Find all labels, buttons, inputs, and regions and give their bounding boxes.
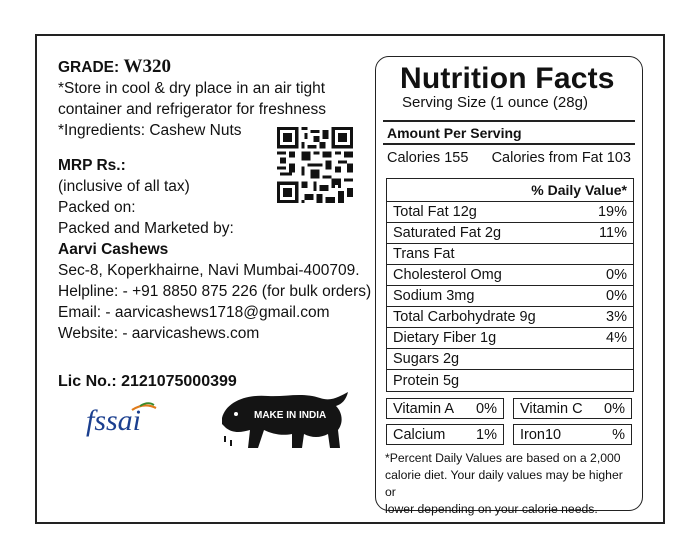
nutrient-dv: 11% (599, 225, 627, 241)
license-number: Lic No.: 2121075000399 (58, 373, 237, 390)
storage-line-1: *Store in cool & dry place in an air tight (58, 80, 326, 97)
nutrient-name: Sugars 2g (393, 351, 460, 367)
nutrient-row (387, 286, 633, 307)
daily-value-table (386, 178, 634, 392)
email: Email: - aarvicashews1718@gmail.com (58, 304, 330, 321)
grade-value: W320 (123, 56, 171, 77)
vitamin-name: Calcium (393, 426, 446, 443)
amount-per-serving: Amount Per Serving (383, 120, 635, 145)
calcium-box (386, 424, 504, 445)
helpline: Helpline: - +91 8850 875 226 (for bulk orders) (58, 283, 372, 300)
grade-label: GRADE: (58, 59, 120, 76)
calories-row (383, 150, 635, 166)
packed-by: Packed and Marketed by: (58, 220, 234, 237)
make-in-india-lion-logo (216, 388, 356, 454)
footnote (385, 450, 635, 518)
grade-line (58, 56, 378, 78)
vitamin-c-box (513, 398, 632, 419)
footnote-line-1: *Percent Daily Values are based on a 2,000 (385, 451, 621, 465)
storage-line-2: container and refrigerator for freshness (58, 101, 326, 118)
company-name: Aarvi Cashews (58, 241, 169, 258)
nutrient-dv: 3% (606, 309, 627, 325)
daily-value-header: % Daily Value* (387, 179, 633, 202)
make-in-india-text: MAKE IN INDIA (254, 410, 327, 421)
nutrient-name: Trans Fat (393, 246, 455, 262)
nutrient-row (387, 307, 633, 328)
nutrient-row (387, 244, 633, 265)
address: Sec-8, Koperkhairne, Navi Mumbai-400709. (58, 262, 360, 279)
nutrition-title: Nutrition Facts (400, 62, 615, 95)
vitamin-name: Vitamin C (520, 400, 583, 417)
vitamin-name: Iron10 (520, 426, 562, 443)
qr-code-icon (277, 127, 353, 203)
footnote-line-3: lower depending on your calorie needs. (385, 502, 598, 516)
footnote-line-2: calorie diet. Your daily values may be higher or (385, 468, 623, 499)
ingredients: *Ingredients: Cashew Nuts (58, 122, 242, 139)
nutrient-dv: 0% (606, 267, 627, 283)
nutrient-dv: 4% (606, 330, 627, 346)
website: Website: - aarvicashews.com (58, 325, 260, 342)
nutrient-row (387, 265, 633, 286)
fssai-logo-text: fssai (86, 404, 142, 437)
nutrient-row (387, 202, 633, 223)
nutrient-dv: 19% (597, 204, 627, 220)
packed-on: Packed on: (58, 199, 136, 216)
vitamin-dv: 1% (476, 426, 497, 443)
nutrient-row (387, 328, 633, 349)
nutrient-name: Total Carbohydrate 9g (393, 309, 536, 325)
tax-note: (inclusive of all tax) (58, 178, 190, 195)
nutrient-name: Total Fat 12g (393, 204, 477, 220)
vitamin-dv: 0% (476, 400, 497, 417)
nutrient-dv: 0% (606, 288, 627, 304)
nutrient-name: Protein 5g (393, 372, 460, 389)
vitamin-a-box (386, 398, 504, 419)
vitamin-name: Vitamin A (393, 400, 454, 417)
fssai-logo (82, 400, 172, 442)
nutrient-name: Sodium 3mg (393, 288, 475, 304)
calories-from-fat: Calories from Fat 103 (491, 150, 631, 166)
nutrient-name: Cholesterol Omg (393, 267, 502, 283)
serving-size: Serving Size (1 ounce (28g) (402, 94, 588, 111)
iron-box (513, 424, 632, 445)
nutrient-row (387, 349, 633, 370)
vitamin-dv: 0% (604, 400, 625, 417)
calories: Calories 155 (387, 150, 469, 166)
nutrient-row (387, 223, 633, 244)
nutrient-name: Saturated Fat 2g (393, 225, 502, 241)
nutrient-row (387, 370, 633, 391)
nutrient-name: Dietary Fiber 1g (393, 330, 497, 346)
vitamin-dv: % (612, 426, 625, 443)
mrp-label: MRP Rs.: (58, 157, 126, 174)
